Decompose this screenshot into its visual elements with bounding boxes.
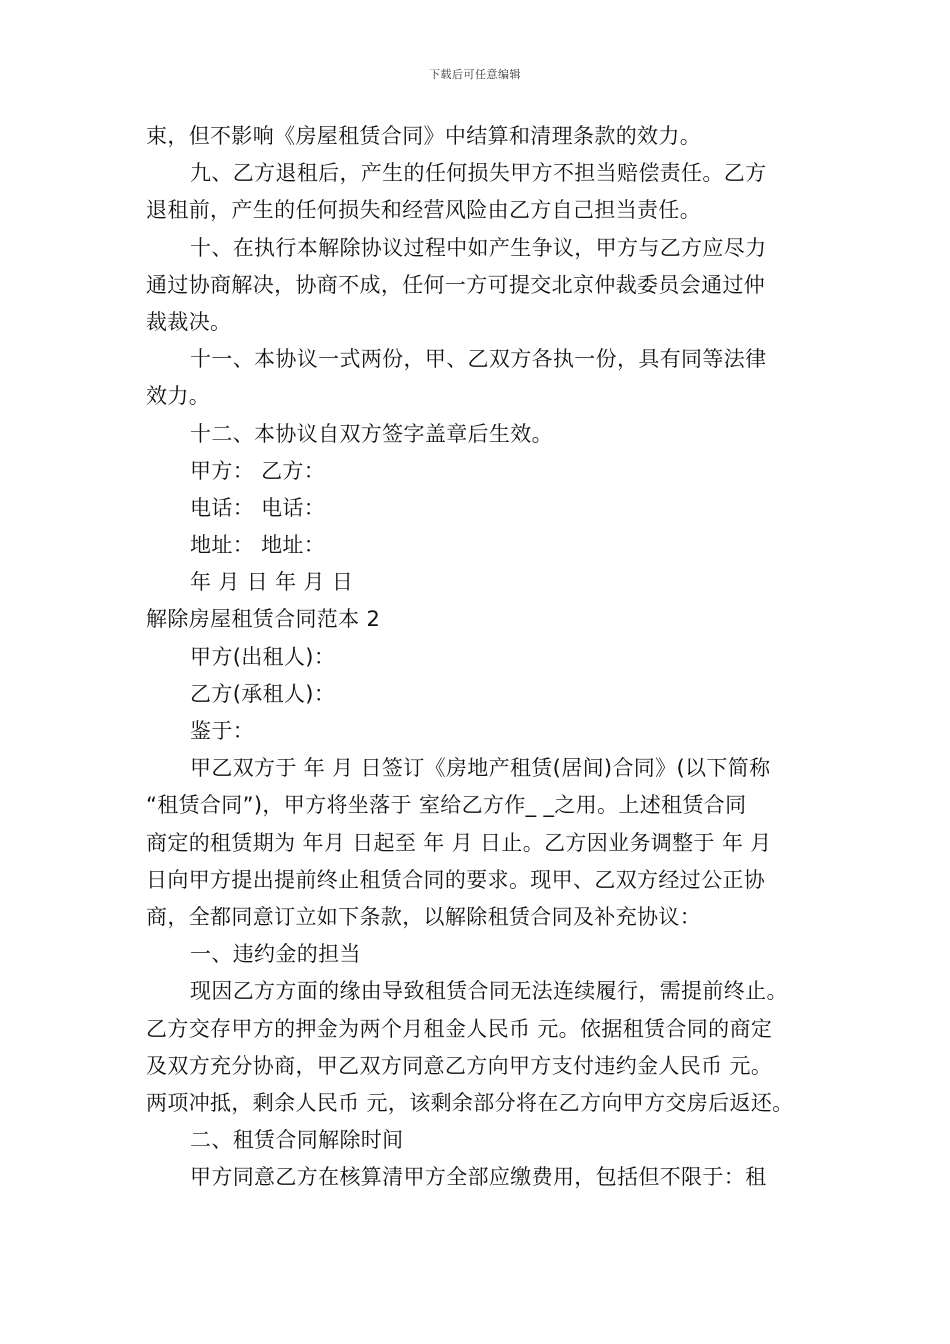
page-header: 下载后可任意编辑 — [429, 68, 521, 81]
text-line: 日向甲方提出提前终止租赁合同的要求。现甲、乙双方经过公正协 — [146, 867, 766, 892]
document-body — [146, 118, 826, 1196]
address-line: 地址： 地址： — [190, 533, 326, 558]
text-line: 甲方同意乙方在核算清甲方全部应缴费用，包括但不限于：租 — [190, 1165, 767, 1190]
text-line: 两项冲抵，剩余人民币 元，该剩余部分将在乙方向甲方交房后返还。 — [146, 1090, 794, 1115]
clause-10-line: 十、在执行本解除协议过程中如产生争议，甲方与乙方应尽力 — [190, 235, 767, 260]
clause-11-line: 十一、本协议一式两份，甲、乙双方各执一份，具有同等法律 — [190, 347, 767, 372]
phone-line: 电话： 电话： — [190, 495, 326, 520]
text-line: 乙方交存甲方的押金为两个月租金人民币 元。依据租赁合同的商定 — [146, 1016, 773, 1041]
lessor-line: 甲方(出租人)： — [190, 644, 336, 669]
text-line: 商定的租赁期为 年月 日起至 年 月 日止。乙方因业务调整于 年 月 — [146, 830, 772, 855]
subheading-penalty: 一、违约金的担当 — [190, 942, 361, 967]
section-title: 解除房屋租赁合同范本 2 — [146, 607, 381, 632]
text-line: 效力。 — [146, 384, 211, 409]
text-line: 退租前，产生的任何损失和经营风险由乙方自己担当责任。 — [146, 198, 702, 223]
text-line: 裁裁决。 — [146, 309, 232, 334]
clause-12-line: 十二、本协议自双方签字盖章后生效。 — [190, 421, 553, 446]
text-line: 甲乙双方于 年 月 日签订《房地产租赁(居间)合同》(以下简称 — [190, 756, 771, 781]
subheading-termination-time: 二、租赁合同解除时间 — [190, 1128, 404, 1153]
text-line: 束，但不影响《房屋租赁合同》中结算和清理条款的效力。 — [146, 124, 702, 148]
text-line: “租赁合同”)，甲方将坐落于 室给乙方作_ _之用。上述租赁合同 — [146, 793, 747, 818]
text-line: 及双方充分协商，甲乙双方同意乙方向甲方支付违约金人民币 元。 — [146, 1053, 773, 1078]
text-line: 通过协商解决，协商不成，任何一方可提交北京仲裁委员会通过仲 — [146, 272, 766, 297]
date-line: 年 月 日 年 月 日 — [190, 570, 354, 595]
text-line: 商，全都同意订立如下条款，以解除租赁合同及补充协议： — [146, 904, 702, 929]
clause-9-line: 九、乙方退租后，产生的任何损失甲方不担当赔偿责任。乙方 — [190, 161, 767, 186]
text-line: 现因乙方方面的缘由导致租赁合同无法连续履行，需提前终止。 — [190, 979, 788, 1004]
party-signature-line: 甲方： 乙方： — [190, 458, 326, 483]
whereas-line: 鉴于： — [190, 719, 255, 743]
lessee-line: 乙方(承租人)： — [190, 681, 336, 706]
